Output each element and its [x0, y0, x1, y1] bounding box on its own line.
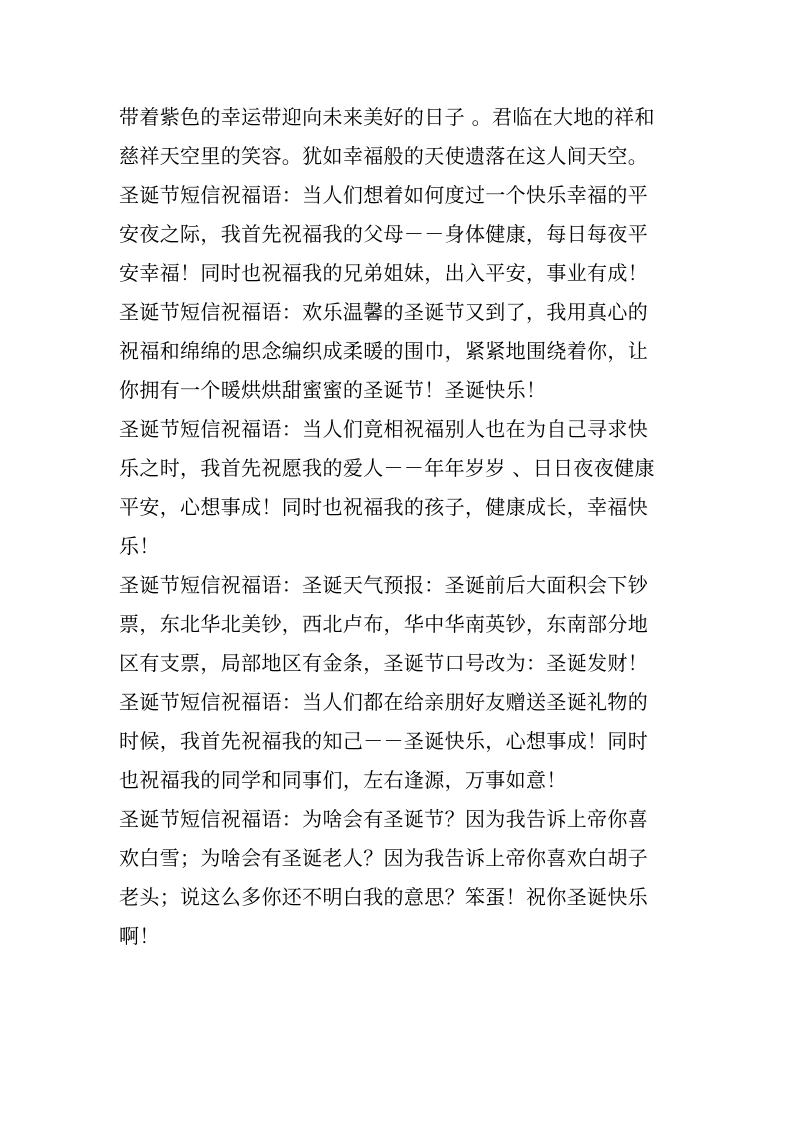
text-line: 安幸福！同时也祝福我的兄弟姐妹，出入平安，事业有成！	[119, 261, 649, 285]
text-line: 老头；说这么多你还不明白我的意思？笨蛋！祝你圣诞快乐	[119, 885, 649, 909]
text-line: 圣诞节短信祝福语：欢乐温馨的圣诞节又到了，我用真心的	[119, 300, 649, 324]
text-line: 带着紫色的幸运带迎向未来美好的日子 。君临在大地的祥和	[119, 105, 655, 129]
text-line: 乐之时，我首先祝愿我的爱人－－年年岁岁 、日日夜夜健康	[119, 456, 655, 480]
text-line: 时候，我首先祝福我的知己－－圣诞快乐，心想事成！同时	[119, 729, 649, 753]
text-line: 平安，心想事成！同时也祝福我的孩子，健康成长，幸福快	[119, 495, 649, 519]
document-text-body	[119, 98, 699, 956]
text-line: 区有支票，局部地区有金条，圣诞节口号改为：圣诞发财！	[119, 651, 649, 675]
text-line: 祝福和绵绵的思念编织成柔暖的围巾，紧紧地围绕着你，让	[119, 339, 649, 363]
text-line: 圣诞节短信祝福语：当人们竟相祝福别人也在为自己寻求快	[119, 417, 649, 441]
text-line: 圣诞节短信祝福语：当人们想着如何度过一个快乐幸福的平	[119, 183, 649, 207]
text-line: 安夜之际，我首先祝福我的父母－－身体健康，每日每夜平	[119, 222, 649, 246]
text-line: 票，东北华北美钞，西北卢布，华中华南英钞，东南部分地	[119, 612, 649, 636]
text-line: 乐！	[119, 534, 160, 558]
text-line: 圣诞节短信祝福语：当人们都在给亲朋好友赠送圣诞礼物的	[119, 690, 649, 714]
text-line: 欢白雪；为啥会有圣诞老人？因为我告诉上帝你喜欢白胡子	[119, 846, 649, 870]
text-line: 你拥有一个暖烘烘甜蜜蜜的圣诞节！圣诞快乐！	[119, 378, 547, 402]
text-line: 圣诞节短信祝福语：圣诞天气预报：圣诞前后大面积会下钞	[119, 573, 649, 597]
text-line: 啊！	[119, 924, 160, 948]
text-line: 也祝福我的同学和同事们，左右逢源，万事如意！	[119, 768, 567, 792]
text-line: 圣诞节短信祝福语：为啥会有圣诞节？因为我告诉上帝你喜	[119, 807, 649, 831]
text-line: 慈祥天空里的笑容。犹如幸福般的天使遗落在这人间天空。	[119, 144, 649, 168]
